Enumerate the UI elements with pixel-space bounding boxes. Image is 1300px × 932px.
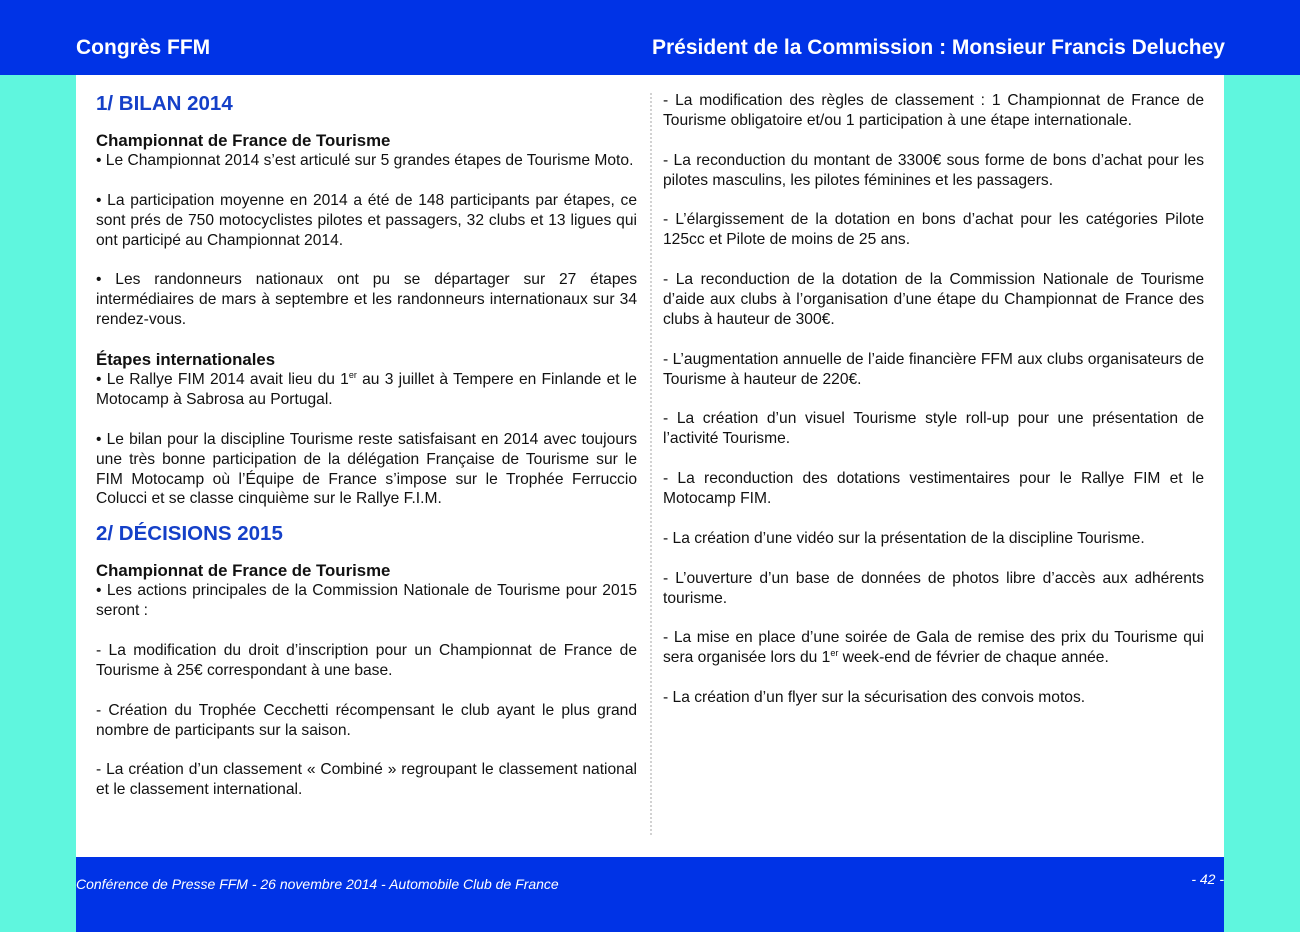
subheading-championnat: Championnat de France de Tourisme xyxy=(96,131,391,150)
header-president: Président de la Commission : Monsieur Francis Deluchey xyxy=(652,36,1225,59)
page-number: - 42 - xyxy=(1191,871,1224,887)
paragraph: - La reconduction de la dotation de la Commission Nationale de Tourisme d’aide aux clubs à l’organisation d’une étape du Championnat de France des clubs à hauteur de 300€. xyxy=(663,271,1204,328)
footer-text: Conférence de Presse FFM - 26 novembre 2014 - Automobile Club de France xyxy=(76,876,559,892)
paragraph: • Le Championnat 2014 s’est articulé sur 5 grandes étapes de Tourisme Moto. xyxy=(96,152,634,169)
column-divider xyxy=(650,93,652,835)
left-column xyxy=(96,91,637,800)
paragraph: - Création du Trophée Cecchetti récompensant le club ayant le plus grand nombre de participants sur la saison. xyxy=(96,701,637,739)
subheading-championnat-2015: Championnat de France de Tourisme xyxy=(96,561,391,581)
paragraph: • Le Rallye FIM 2014 avait lieu du 1er au 3 juillet à Tempere en Finlande et le Motocamp à Sabrosa au Portugal. xyxy=(96,370,637,408)
paragraph: - La modification du droit d’inscription pour un Championnat de France de Tourisme à 25€ correspondant à une base. xyxy=(96,642,637,679)
header-bar xyxy=(0,0,1300,75)
paragraph: - L’ouverture d’un base de données de photos libre d’accès aux adhérents tourisme. xyxy=(663,569,1204,607)
paragraph: • Les randonneurs nationaux ont pu se départager sur 27 étapes intermédiaires de mars à septembre et les randonneurs internationaux sur 34 rendez-vous. xyxy=(96,271,637,329)
paragraph: - La reconduction des dotations vestimentaires pour le Rallye FIM et le Motocamp FIM. xyxy=(663,470,1204,508)
paragraph: - L’élargissement de la dotation en bons d’achat pour les catégories Pilote 125cc et Pilote de moins de 25 ans. xyxy=(663,211,1204,249)
paragraph: • Les actions principales de la Commission Nationale de Tourisme pour 2015 seront : xyxy=(96,582,637,620)
paragraph: - La création d’une vidéo sur la présentation de la discipline Tourisme. xyxy=(663,529,1145,547)
paragraph: - La création d’un flyer sur la sécurisation des convois motos. xyxy=(663,689,1086,707)
right-column xyxy=(663,91,1204,708)
paragraph: - La création d’un classement « Combiné » regroupant le classement national et le classement international. xyxy=(96,761,637,799)
footer-bar xyxy=(76,857,1224,932)
paragraph: - La reconduction du montant de 3300€ sous forme de bons d’achat pour les pilotes masculins, les pilotes féminines et les passagers. xyxy=(663,151,1204,189)
page-content xyxy=(76,75,1224,857)
section-title-decisions: 2/ DÉCISIONS 2015 xyxy=(96,522,283,546)
section-title-bilan: 1/ BILAN 2014 xyxy=(96,92,233,115)
paragraph: - La modification des règles de classement : 1 Championnat de France de Tourisme obligatoire et/ou 1 participation à une étape internationale. xyxy=(663,92,1204,129)
header-title: Congrès FFM xyxy=(76,36,211,59)
subheading-etapes: Étapes internationales xyxy=(96,350,276,370)
paragraph: • Le bilan pour la discipline Tourisme reste satisfaisant en 2014 avec toujours une très bonne participation de la délégation Française de Tourisme sur le FIM Motocamp où l’Équipe de France s’impose sur le Trophée Ferruccio Colucci et se classe cinquième sur le Rallye F.I.M. xyxy=(96,430,637,508)
paragraph: - La mise en place d’une soirée de Gala de remise des prix du Tourisme qui sera organisée lors du 1er week-end de février de chaque année. xyxy=(663,629,1204,667)
paragraph: • La participation moyenne en 2014 a été de 148 participants par étapes, ce sont prés de 750 motocyclistes pilotes et passagers, 32 clubs et 13 ligues qui ont participé au Championnat 2014. xyxy=(96,191,637,249)
paragraph: - L’augmentation annuelle de l’aide financière FFM aux clubs organisateurs de Tourisme à hauteur de 220€. xyxy=(663,350,1204,388)
paragraph: - La création d’un visuel Tourisme style roll-up pour une présentation de l’activité Tourisme. xyxy=(663,410,1204,448)
